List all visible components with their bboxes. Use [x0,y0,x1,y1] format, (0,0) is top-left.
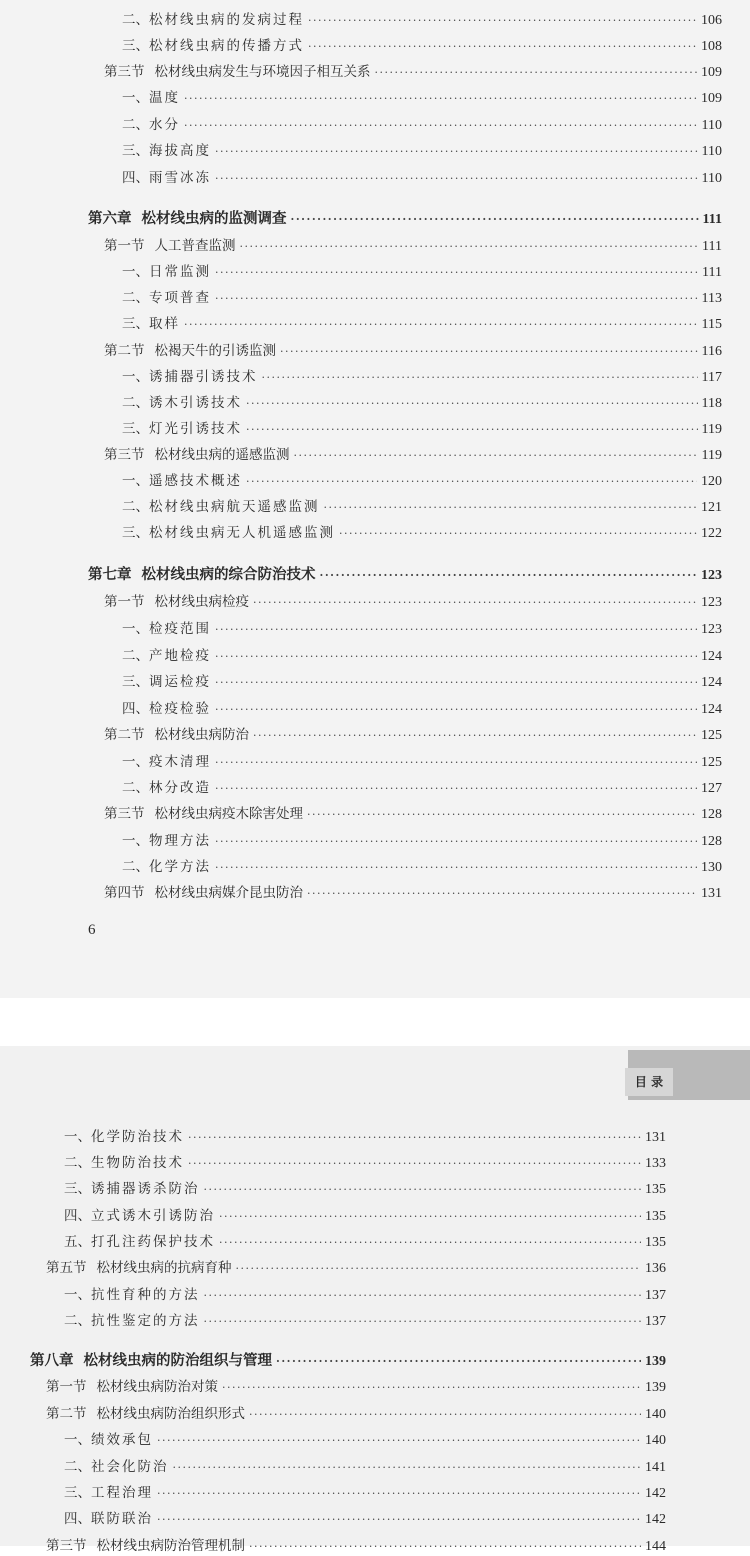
toc-entry-title: 雨雪冰冻 [149,170,211,186]
toc-entry-section [104,593,722,612]
toc-entry-item [122,700,722,719]
toc-entry-label: 一、 [122,621,149,637]
dot-leader [236,1260,642,1278]
dot-leader [253,727,697,745]
dot-leader [204,1313,642,1331]
toc-entry-page: 124 [701,675,722,690]
dot-leader [157,1485,641,1503]
toc-entry-section [46,1259,666,1278]
toc-entry-page: 109 [701,91,722,106]
toc-entry-title: 松材线虫病疫木除害处理 [154,806,303,822]
dot-leader [219,1208,641,1226]
toc-entry-page: 131 [701,886,722,901]
toc-entry-page: 123 [701,568,722,583]
toc-entry-title: 温度 [149,90,180,106]
toc-entry-item [122,315,722,334]
toc-entry-title: 水分 [149,117,180,133]
dot-leader [215,780,697,798]
toc-entry-title: 松材线虫病检疫 [154,594,249,610]
toc-entry-label: 二、 [122,395,149,411]
toc-entry-label: 三、 [64,1485,91,1501]
dot-leader [262,369,698,387]
dot-leader [157,1432,641,1450]
toc-entry-title: 松材线虫病航天遥感监测 [149,499,320,515]
toc-entry-page: 140 [645,1407,666,1422]
toc-entry-page: 111 [702,265,722,280]
toc-entry-item [64,1458,666,1477]
dot-leader [308,38,697,56]
toc-entry-item [122,647,722,666]
toc-entry-label: 二、 [64,1155,91,1171]
toc-entry-title: 诱捕器诱杀防治 [91,1181,200,1197]
toc-entry-title: 绩效承包 [91,1432,153,1448]
dot-leader [188,1155,641,1173]
toc-entry-label: 一、 [122,754,149,770]
toc-entry-section [46,1405,666,1424]
toc-entry-item [122,620,722,639]
dot-leader [253,594,697,612]
toc-entry-page: 136 [645,1261,666,1276]
toc-entry-page: 137 [645,1288,666,1303]
toc-entry-title: 松材线虫病的综合防治技术 [141,566,316,583]
dot-leader [246,421,698,439]
toc-entry-title: 灯光引诱技术 [149,421,242,437]
toc-entry-page: 137 [645,1314,666,1329]
toc-entry-section [104,342,722,361]
toc-entry-title: 松材线虫病的防治组织与管理 [83,1352,272,1369]
toc-entry-label: 三、 [122,674,149,690]
toc-entry-chapter [30,1352,666,1371]
toc-entry-item [122,263,722,282]
toc-entry-page: 119 [701,448,722,463]
toc-entry-page: 121 [701,500,722,515]
toc-entry-item [64,1431,666,1450]
toc-entry-item [122,289,722,308]
toc-entry-item [122,420,722,439]
toc-entry-label: 二、 [64,1313,91,1329]
toc-entry-title: 社会化防治 [91,1459,169,1475]
toc-entry-page: 142 [645,1486,666,1501]
toc-entry-label: 第三节 [104,64,145,80]
toc-entry-item [122,11,722,30]
toc-entry-label: 四、 [122,170,149,186]
toc-entry-page: 130 [701,860,722,875]
toc-entry-page: 144 [645,1539,666,1554]
toc-entry-label: 二、 [122,780,149,796]
toc-entry-label: 五、 [64,1234,91,1250]
dot-leader [246,395,698,413]
toc-entry-page: 110 [701,144,722,159]
toc-entry-title: 抗性育种的方法 [91,1287,200,1303]
toc-entry-page: 115 [701,317,722,332]
dot-leader [240,238,699,256]
toc-entry-section [104,63,722,82]
toc-entry-label: 一、 [122,90,149,106]
toc-entry-item [64,1207,666,1226]
toc-entry-title: 专项普查 [149,290,211,306]
toc-entry-page: 117 [701,370,722,385]
page-gap [0,998,750,1046]
toc-entry-item [122,498,722,517]
toc-entry-title: 松褐天牛的引诱监测 [154,343,276,359]
toc-entry-label: 四、 [64,1208,91,1224]
toc-entry-title: 松材线虫病的遥感监测 [154,447,290,463]
toc-entry-item [122,858,722,877]
toc-entry-label: 第八章 [30,1352,74,1369]
toc-entry-page: 124 [701,649,722,664]
toc-entry-item [122,37,722,56]
toc-entry-label: 第三节 [46,1538,87,1554]
toc-entry-section [104,237,722,256]
toc-entry-page: 125 [701,755,722,770]
dot-leader [215,264,698,282]
dot-leader [188,1129,641,1147]
toc-entry-section [104,805,722,824]
toc-entry-item [64,1510,666,1529]
dot-leader [215,648,697,666]
toc-entry-page: 110 [701,171,722,186]
toc-entry-section [46,1537,666,1556]
dot-leader [215,621,697,639]
toc-entry-label: 第五节 [46,1260,87,1276]
toc-entry-page: 131 [645,1130,666,1145]
toc-entry-title: 海拔高度 [149,143,211,159]
toc-entry-item [64,1286,666,1305]
toc-entry-label: 第一节 [46,1379,87,1395]
dot-leader [215,859,697,877]
toc-entry-title: 松材线虫病无人机遥感监测 [149,525,335,541]
toc-entry-page: 110 [701,118,722,133]
dot-leader [204,1181,642,1199]
toc-entry-label: 二、 [64,1459,91,1475]
toc-entry-page: 108 [701,39,722,54]
toc-entry-item [122,169,722,188]
toc-entry-item [122,89,722,108]
toc-entry-title: 松材线虫病的抗病育种 [96,1260,232,1276]
toc-entry-title: 取样 [149,316,180,332]
toc-entry-label: 第三节 [104,806,145,822]
toc-entry-label: 三、 [122,421,149,437]
toc-entry-page: 139 [645,1354,666,1369]
toc-entry-title: 松材线虫病防治管理机制 [96,1538,245,1554]
dot-leader [222,1379,641,1397]
toc-entry-section [104,726,722,745]
toc-entry-label: 一、 [64,1129,91,1145]
toc-entry-label: 第一节 [104,594,145,610]
dot-leader [339,525,697,543]
toc-entry-page: 135 [645,1209,666,1224]
toc-entry-page: 124 [701,702,722,717]
toc-entry-title: 检疫范围 [149,621,211,637]
toc-entry-chapter [88,566,722,585]
dot-leader [204,1287,642,1305]
dot-leader [184,90,697,108]
toc-entry-page: 109 [701,65,722,80]
toc-entry-page: 141 [645,1460,666,1475]
toc-entry-page: 135 [645,1235,666,1250]
toc-entry-page: 127 [701,781,722,796]
toc-entry-title: 物理方法 [149,833,211,849]
dot-leader [215,290,698,308]
toc-entry-label: 第三节 [104,447,145,463]
toc-entry-label: 四、 [64,1511,91,1527]
toc-entry-item [122,524,722,543]
toc-entry-item [122,753,722,772]
toc-entry-page: 128 [701,834,722,849]
toc-entry-item [122,142,722,161]
toc-entry-label: 一、 [64,1432,91,1448]
page-number: 6 [88,922,96,938]
toc-entry-label: 第二节 [46,1406,87,1422]
toc-entry-page: 142 [645,1512,666,1527]
toc-entry-title: 松材线虫病的传播方式 [149,38,304,54]
dot-leader [280,343,698,361]
toc-entry-title: 生物防治技术 [91,1155,184,1171]
toc-entry-title: 抗性鉴定的方法 [91,1313,200,1329]
toc-entry-label: 二、 [122,648,149,664]
toc-entry-title: 工程治理 [91,1485,153,1501]
toc-entry-title: 松材线虫病防治组织形式 [96,1406,245,1422]
toc-entry-title: 化学防治技术 [91,1129,184,1145]
toc-entry-label: 第二节 [104,343,145,359]
toc-entry-item [122,368,722,387]
toc-entry-item [122,116,722,135]
toc-entry-page: 118 [701,396,722,411]
toc-entry-page: 123 [701,622,722,637]
running-header: 目 录 [625,1068,673,1096]
toc-entry-label: 二、 [122,12,149,28]
toc-entry-label: 二、 [122,290,149,306]
toc-entry-title: 松材线虫病媒介昆虫防治 [154,885,303,901]
toc-entry-label: 三、 [122,38,149,54]
toc-entry-section [46,1378,666,1397]
toc-entry-item [64,1128,666,1147]
toc-entry-label: 三、 [122,316,149,332]
toc-entry-title: 遥感技术概述 [149,473,242,489]
toc-entry-page: 125 [701,728,722,743]
toc-entry-page: 113 [701,291,722,306]
toc-entry-title: 日常监测 [149,264,211,280]
toc-entry-label: 一、 [122,473,149,489]
toc-entry-page: 139 [645,1380,666,1395]
toc-entry-label: 四、 [122,701,149,717]
dot-leader [249,1406,641,1424]
toc-entry-label: 一、 [64,1287,91,1303]
toc-entry-page: 135 [645,1182,666,1197]
toc-entry-page: 122 [701,526,722,541]
toc-entry-label: 第二节 [104,727,145,743]
dot-leader [246,473,697,491]
toc-entry-title: 松材线虫病的监测调查 [141,210,287,227]
toc-entry-item [122,472,722,491]
toc-entry-label: 一、 [122,369,149,385]
dot-leader [307,885,697,903]
dot-leader [219,1234,641,1252]
dot-leader [291,211,699,229]
toc-entry-item [64,1154,666,1173]
toc-entry-item [122,394,722,413]
toc-entry-page: 111 [702,239,722,254]
dot-leader [215,701,697,719]
toc-entry-page: 133 [645,1156,666,1171]
toc-entry-item [122,779,722,798]
toc-entry-title: 诱木引诱技术 [149,395,242,411]
toc-entry-label: 第七章 [88,566,132,583]
dot-leader [157,1511,641,1529]
dot-leader [294,447,698,465]
toc-entry-page: 140 [645,1433,666,1448]
toc-entry-title: 产地检疫 [149,648,211,664]
toc-entry-title: 林分改造 [149,780,211,796]
toc-entry-title: 联防联治 [91,1511,153,1527]
dot-leader [249,1538,641,1556]
toc-entry-page: 123 [701,595,722,610]
toc-entry-page: 119 [701,422,722,437]
dot-leader [215,674,697,692]
toc-entry-label: 第六章 [88,210,132,227]
toc-entry-item [64,1312,666,1331]
toc-entry-title: 松材线虫病发生与环境因子相互关系 [154,64,371,80]
toc-entry-label: 一、 [122,833,149,849]
toc-entry-item [64,1180,666,1199]
toc-entry-title: 打孔注药保护技术 [91,1234,215,1250]
toc-entry-title: 调运检疫 [149,674,211,690]
toc-entry-chapter [88,210,722,229]
toc-entry-title: 诱捕器引诱技术 [149,369,258,385]
toc-entry-title: 松材线虫病防治 [154,727,249,743]
toc-entry-label: 三、 [122,143,149,159]
toc-entry-label: 二、 [122,117,149,133]
toc-entry-section [104,884,722,903]
toc-entry-title: 检疫检验 [149,701,211,717]
toc-entry-label: 二、 [122,499,149,515]
toc-entry-title: 松材线虫病防治对策 [96,1379,218,1395]
toc-entry-page: 120 [701,474,722,489]
toc-entry-label: 第一节 [104,238,145,254]
toc-entry-title: 疫木清理 [149,754,211,770]
toc-entry-item [64,1233,666,1252]
toc-entry-title: 化学方法 [149,859,211,875]
toc-entry-label: 第四节 [104,885,145,901]
toc-entry-title: 立式诱木引诱防治 [91,1208,215,1224]
toc-entry-section [104,446,722,465]
toc-entry-label: 二、 [122,859,149,875]
dot-leader [307,806,697,824]
toc-entry-title: 人工普查监测 [154,238,236,254]
dot-leader [215,143,698,161]
dot-leader [276,1353,641,1371]
toc-entry-label: 三、 [122,525,149,541]
dot-leader [375,64,698,82]
toc-entry-item [64,1484,666,1503]
dot-leader [215,833,697,851]
toc-entry-item [122,673,722,692]
toc-entry-page: 106 [701,13,722,28]
dot-leader [320,567,698,585]
dot-leader [308,12,697,30]
toc-entry-page: 116 [701,344,722,359]
dot-leader [215,754,697,772]
toc-entry-label: 一、 [122,264,149,280]
toc-entry-page: 111 [702,212,722,227]
dot-leader [173,1459,642,1477]
dot-leader [324,499,698,517]
dot-leader [184,117,698,135]
toc-entry-label: 三、 [64,1181,91,1197]
dot-leader [184,316,698,334]
toc-entry-title: 松材线虫病的发病过程 [149,12,304,28]
dot-leader [215,170,698,188]
toc-entry-item [122,832,722,851]
toc-entry-page: 128 [701,807,722,822]
